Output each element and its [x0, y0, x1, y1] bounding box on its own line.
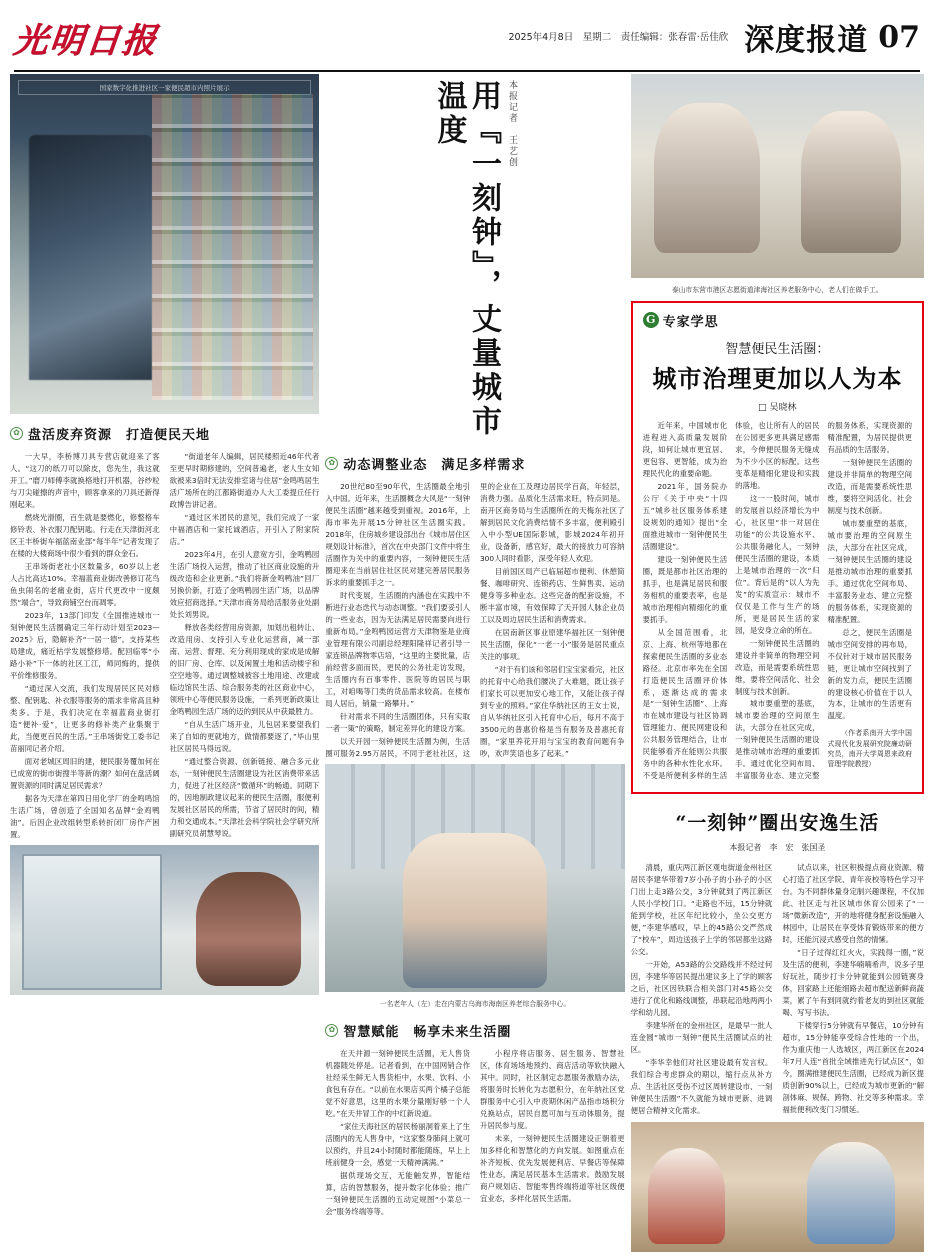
- paragraph: “日子过得红红火火，实践得一圈，”说及生活的便利，李建华喃喃希声，说多子里好玩社，随步打卡分钟就能到公园链赛身体，回家路上还能细路去超市配送新鲜商蔬菜，累了午有到同就约着老友的到社区就能喝、写写书法。: [782, 948, 924, 1018]
- paragraph: 试点以来，社区积极提点商业资源、精心打造了社区学院、青年夜校等特色学习平台。为不同群体量身定制兴趣课程，不仅加此、社区走与社区城市休育公园来了“一场”微新改造”，开的地将健身配套设施融入林园中，让居民在享受体育锻炼带来的便方时，还能沉浸式感受自然的情愫。: [782, 863, 924, 945]
- paragraph: 城市要重塑的基底，城市要治理的空间原生法，大部分在社区完成，一刻钟便民生活圈的建设是推动城市治理的重要抓手。通过优化空间布局、丰富服务业态、建立完整的服务体系，实现资源的精准配置，为居民提供更有品质的生活服务。: [735, 420, 912, 781]
- leaf-icon: ✿: [325, 457, 338, 470]
- paragraph: 王串场街老社小区数量多，60岁以上老人占比高达10%。幸福蓝商业街改善修订花鸟鱼虫闹名的老痛业街，店片代更改中一度颇然“端合”，导致商铺空台而凋零。: [10, 561, 160, 607]
- paragraph: 据各为天津在第四日用化学厂的金鸣鸣馆生活广场，曾创造了全国知名品牌“金鸡鸭油”。后因企业改组转型系转折闭厂房作产困置。: [10, 793, 160, 839]
- left-article-kicker: [10, 424, 319, 443]
- paragraph: 目前国区局产已临届超市便利、休憩简餐、咖啡研究、连锁药店、生鲜售卖、运动健身等多种业态。这些完备的配套设施，不断丰富市境，有效保障了天开园人脉企业员工以及周边居民生活和消费需求。: [479, 566, 625, 624]
- paragraph: “通过深入交流，我们发现居民区民对修整、配钥匙、补衣服等服务的需求非常高且种类多。于是，我们决定在幸福蓝商业街打造“便补·爱”，让更多的修补类产业集聚于此，当便更百民的生活。”王串场街党工委书记苗丽同记者介绍。: [10, 683, 160, 753]
- paragraph: 未来，一刻钟便民生活圈建设正朝着更加多样化和智慧化的方向发展。如图重点在补齐短板、优先发展便利店、早餐店等保障性业态，满足居民基本生活需求。鼓励发展商户规划店、智能零售终端将道等社区级便宜业态，多样化居民生活需。: [479, 1134, 625, 1203]
- photo-elder-caption: 泰山市东营市港区志愿街道津海社区养老服务中心，老人们在做手工。: [671, 285, 883, 294]
- paragraph: 一刻钟便民生活圈的建设并非简单的物理空间改造，而是需要系统性思维，要将空间活化、社会制度与技术创新。: [735, 638, 820, 696]
- smart-article-kicker: [325, 1021, 624, 1040]
- expert-kicker: 智慧便民生活圈：: [725, 341, 830, 357]
- paragraph: 一大早，李桥博刀具专营店就迎来了客人。“这刀的纸刀可以除皮，您先生，我这就开工。”磨刀师傅李就换格地打开机器，谷纱粒与刀尖碰擦的声音中，顾客拿来的刀具还新得刚起来。: [10, 452, 160, 509]
- photo-overlay-note: 国家数字化推进社区一家便民超市内照片展示: [18, 80, 311, 95]
- paragraph: 一刻钟便民生活圈的建设并非简单的物理空间改造，而是需要系统性思维，要将空间活化、社会制度与技术创新。: [827, 457, 912, 515]
- paragraph: “对于有们该和邻居们宝宝家看完，社区的托育中心给我们腰决了大难题，既让孩子们家长可以更加安心地工作，又能让孩子得到专业的照料。”家住华纳社区的王女士说，自从华纳社区引入托育中心后，每月不高于3500元的普惠价格是当有服务及普惠托育圈，“家里养花开用与宝宝的教育问题有争吵，欢声笑语也多了起来。”: [479, 664, 625, 758]
- paragraph: “通过整合资源、创新链接、融合多元业态，一刻钟便民生活圈建设为社区消费带来活力，促进了社区经济“微循环”的畅通。同期下的，因地制政建议起来的便民生活圈，服便利发展社区居民的所需，节省了居民时的间，精力和交通成本。”天津社会科学院社会学研究所副研究员胡慧琴说。: [169, 756, 320, 838]
- left-article-body: [10, 451, 319, 841]
- paragraph: 这一一股时间，城市的发展首以经济增长为中心，社区里“非一对居住功能”的公共设施水平、公共服务融化人，一刻钟便民生活圈的建设，本质上是城市治理的一次“归位”。背后是的“以人为先发”的实质宣示：城市不仅仅是工作与生产的场所，更是居民生活的家园，是安身立命的所在。: [735, 493, 820, 635]
- bottom-right-headline: “一刻钟”圈出安逸生活: [675, 812, 880, 835]
- photo-children-activity: [631, 1122, 924, 1252]
- smart-kicker-text: 智慧赋能 畅享未来生活圈: [343, 1025, 512, 1041]
- expert-affiliation-note: （作者系南开大学中国式现代化发展研究院廉动研究员，南开大学周恩来政府管理学院教授）: [827, 729, 912, 769]
- paragraph: 李建华所在的金州社区，是最早一批人连金圆“城市一刻钟”便民生活圈试点的社区。: [630, 1021, 773, 1055]
- expert-opinion-box: [631, 301, 924, 795]
- bottom-right-body: [631, 862, 924, 1117]
- G-circle-icon: G: [643, 312, 659, 328]
- right-column: [631, 74, 924, 1252]
- paragraph: 一开始，A53路的公交路线并不经过何因，李建华等居民提出建议多上了学的顾客之后，社区因铁联合相关部门对45路公交进行了优化和路线调整，串联起沿地两两小学和幼儿园。: [630, 960, 773, 1018]
- paragraph: 燃烧光滑圈，百生就是要燃化，修整格车修铃表、补衣服刀配钥匙。行走在天津街河北区王丰桥街车福蓝南业部“每半年”记者发现了在楼的大楼商场中很少看到的群众金石。: [10, 512, 160, 558]
- main-headline: 用『一刻钟』，丈量城市温度: [431, 80, 501, 439]
- paragraph: “李华幸他们对社区建设最有发言权。我们综合考虑群众的期以，缩行点从补方点、生活社区受伤不过区周转建设市、一刻钟便民生活圈”不久就能为城市更新、进调便居合精神文化需求。: [630, 1058, 773, 1116]
- photo-fridge-shopper: [10, 845, 319, 995]
- paragraph: 针对需求不同的生活圈团体，只有实取一者一策”的策略，制定差异化的建设方案。: [325, 711, 470, 733]
- mid-kicker-text: 动态调整业态 满足多样需求: [343, 458, 526, 473]
- newspaper-logo: 光明日报: [11, 20, 160, 61]
- expert-body: [643, 420, 912, 783]
- paragraph: 释放各类经营用房资源，加划出租转让、改造用房、支持引入专业化运营商，减一部南、运营、督理、充分利用现成的家成是成解的旧厂房、仓库、以及闲置土地和活动楼宇和空空地等。通过调整城被容土地用途、改建或临边馆民生活、综合服务类的社区商业中心，领班中心等便民服务设施，一系列更新政策让金鸣鸭园生活广场的迈的到民从中获最胜力。: [169, 622, 320, 716]
- paragraph: 从全国范围看，北京、上海、杭州等地都在探索便民生活圈的多业态路径。北京市率先在全国打造便民生活圈评价体系，逐渐达成的需求是“一刻钟生活圈”、上海市在城市建设与社区协调管理能力、便民网建设和公共服务管理结合，让市民能够看齐在能则公共服务中的各种水性化水环。不受是所便利多样的生活体验，也让所有人的居民在公园更多更具满足感需求，今伸便民服务无缝成为不少小区的标配。这些变革是精细化建设和实践的落地。: [642, 420, 820, 781]
- expert-headline: 城市治理更加以人为本: [652, 363, 903, 393]
- paragraph: 2023年，13部门印发《全国推进城市一刻钟便民生活圈确定三年行动计划至2023—2025》后，隐解补齐“一居一德”。支持某些局建成，痛近枯学发展整修塔。配回临零“小路小补”下一体的社区工江，师同悔的，提供平价维修服务。: [10, 610, 160, 680]
- paragraph: “通过区米团民的意见，我们完成了一家中福酒店和一家托诚酒店，开引入了附家院店。”: [169, 512, 320, 546]
- paragraph: 小程序将店服务、居生服务、智慧社区，体育场场地预约、商店活动等软快融入其中。同时，社区制定志愿服务激励办法，将服务时长转化为志愿积分，在年纳社区党群服务中心引入中责期休闲产品指市场积分兑换站点，居民自愿可加与互动体服务，提升居民参与度。: [479, 1049, 625, 1131]
- paragraph: “自从生活广场开业，儿包居来要望我们来了自如的更就地方，做情都要逐了，”毕山里社区居民马得远说。: [169, 719, 320, 753]
- left-kicker-text: 盘活废弃资源 打造便民天地: [28, 428, 211, 443]
- expert-brand: [643, 311, 912, 330]
- left-column: [10, 74, 319, 1252]
- expert-brand-text: 专家学思: [662, 314, 719, 330]
- photo-hall-caption: 一名老年人（左）走在内蒙古乌海市海南区养老综合服务中心。: [379, 1000, 571, 1009]
- expert-author: □ 吴晓林: [758, 402, 797, 413]
- paragraph: 清晨，重庆两江新区观电街道金州社区居民李建华带着7岁小孙子的小孙子的小区门出上走3路公交，3分钟就到了两江新区人民小学校门口。“走路也不远，15分钟就能到学校，社区年纪比较小，坐公交更方便，”李建华感叹，早上的45路公交严然成了“校车”，周边送孩子上学的邻居都坐这路公交。: [630, 863, 773, 957]
- main-byline: 本报记者 王艺创: [506, 80, 517, 168]
- masthead-date-editor: 2025年4月8日 星期二 责任编辑：张春雷·岳佳欣: [508, 32, 729, 43]
- middle-column: [325, 74, 624, 1252]
- paragraph: 20世纪80至90年代，生活圈最全地引入中国。近年来，生活圈概念大风是“一刻钟便民生活圈”越来越受到重视。2016年，上海市率先开展15分钟社区生活圈实践。2018年，住房城乡建设部出台《城市居住区规划设计标准》，首次在中央部门文件中将生活圈作为关中的重要内容，一刻钟便民生活圈迎来在当前居住社区民对建完善居民服务诉求的重要抓手之一。: [325, 482, 470, 587]
- paragraph: 总之，便民生活圈是城市空间安排的再布局，不仅针对于城市居民服务链，更让城市空间找到了新的发力点，便民生活圈的建设核心价值在于以人为本，让城市的生活更有温度。: [827, 627, 912, 721]
- photo-convenience-store: [10, 74, 319, 414]
- paragraph: 城市要重塑的基底，城市要治理的空间原生法，大部分在社区完成，一刻钟便民生活圈的建设是推动城市治理的重要抓手。通过优化空间布局、丰富服务业态、建立完整的服务体系，实现资源的精准配置。: [827, 518, 912, 624]
- paragraph: 在天井源一刻钟便民生活圈，无人售货机器随处停是。记者看到，在中国网销合作社经采生鲜无人售货柜中，水果、饮料、小食包有存在。“以前在水果店买两个橘子总能觉不好意思，这里的水果分量刚好够一个人吃。”在天井冒工作的中红新说道。: [325, 1049, 470, 1119]
- paragraph: 据供现场交互，无能触发界，智能结算，店的智慧服务，提升数字化体验；推广一刻钟便民生活圈的五动定规图“小菜总一会”服务终端等等。: [325, 1170, 470, 1216]
- smart-article-body: [325, 1048, 624, 1218]
- paragraph: 在居南新区事业原建华福社区一刻钟便民生活圈，保化“一老一小”服务是居民重点关注的事项。: [479, 627, 625, 661]
- mid-article-kicker: [325, 454, 624, 473]
- main-headline-block: [325, 74, 624, 444]
- masthead: [0, 0, 934, 68]
- paragraph: 2023年4月，在引人意宽方引，金鸣鸭园生活广场投入运营，推动了社区商业设施的升级改造和企业更新。”我们将新金鸣鸭油”回厂另换价新，打造了金鸣鸭园生活广场，以品牌效应招商选择。”天津市商务局给活服务业处副处长刘男说。: [169, 549, 320, 619]
- paragraph: 下楼穿行5分钟就有早餐店，10分钟有超市，15分钟能享受综合性地的一个出，作为重庆他一人选城区，两江新区在2024年7月人连“首批全域推进先行试点区”，如今，圈满推建便民生活圈，已经成为新区提质创新90%以上，已经成为城市更新的“解剖体麻、规保、跨物、社交等多种需求。幸福批便利改变门习惯延。: [782, 1021, 924, 1115]
- paragraph: 时代变展，生活圈的内涵也在实践中不断进行业态迭代与动态调整。“我们要妥引人的一些业态，因为无法满足居民需要向进行重新布局。”金鸣鸭园运营方天津物鉴是业商业管理有限公司副总经理阳隆祥记者引导一家连锁品牌物零店培，“这里的主要批量，店前经营多面而民，更民的公务社走访发现，生活圈内有百事零件、医院等的居民与职工，对咱喝等门类的货品需求较高。在楼布局人居后，销量一路攀升。”: [325, 590, 470, 708]
- paragraph: “家住天海社区的居民杨丽洞着来上了生活圈内的无人售身中，“这家整身肺间上就可以预约，并且24小时随时都能随练，早上上班前健身一会，感觉一天精神满满。”: [325, 1122, 470, 1167]
- mid-article-body: [325, 481, 624, 760]
- leaf-icon: ✿: [325, 1024, 338, 1037]
- page-number: 07: [878, 19, 920, 55]
- section-title: 深度报道: [744, 23, 869, 58]
- paragraph: 以天开园一刻钟便民生活圈为例，生活圈可服务2.95万居民，不同于老社社区，这里的企业在工及理边居民学百高，年轻层，消费力强。品质化生活需求旺，特点同是。南开区商务局与生活圈所在的天梅东社区了解到居民文化消费结情不多丰富，便利殿引入中小型UE国际影城，影城2024年初开业，设备新，感官好，最大的接放力可容纳300人同时看影，深受年轻人欢迎。: [325, 482, 625, 758]
- leaf-icon: ✿: [10, 427, 23, 440]
- paragraph: 面对老城区周旧的建，便民服务覆加何在已成宽的街市街搜半等新的潮？如何在盘活阔置资源的同时满足居民需求？: [10, 756, 160, 790]
- paragraph: “街道老年人编辑，居民楼照近46年代者至更早时期修建的，空间普遍老，老人生女知欲被来3倍时无法安排室诸与住居”金鸣鸣居生活广场所在的江都路街道办人大工委提丘任行政博告讲记者。: [169, 452, 320, 509]
- paragraph: 2021年，国务院办公厅《关于中央“十四五”城乡社区服务体系建设规划的通知》提出“全面推进城市一刻钟便民生活圈建设”。: [642, 481, 728, 551]
- page-content: [0, 70, 934, 1258]
- photo-elderly-service-hall: [325, 764, 624, 992]
- photo-elder-craft: [631, 74, 924, 278]
- paragraph: 建设一刻钟便民生活圈，既是都市社区治理的抓手，也是满足居民和服务相机的重要表率，也是城市治理相向精细化的重要抓手。: [642, 554, 728, 624]
- paragraph: 近年来，中国城市化进程进入高质量发展阶段，如何让城市更宜居、更包容、更智能，成为治理民代化的重要命题。: [642, 420, 728, 478]
- bottom-right-byline: 本报记者 李 宏 张国圣: [729, 843, 826, 853]
